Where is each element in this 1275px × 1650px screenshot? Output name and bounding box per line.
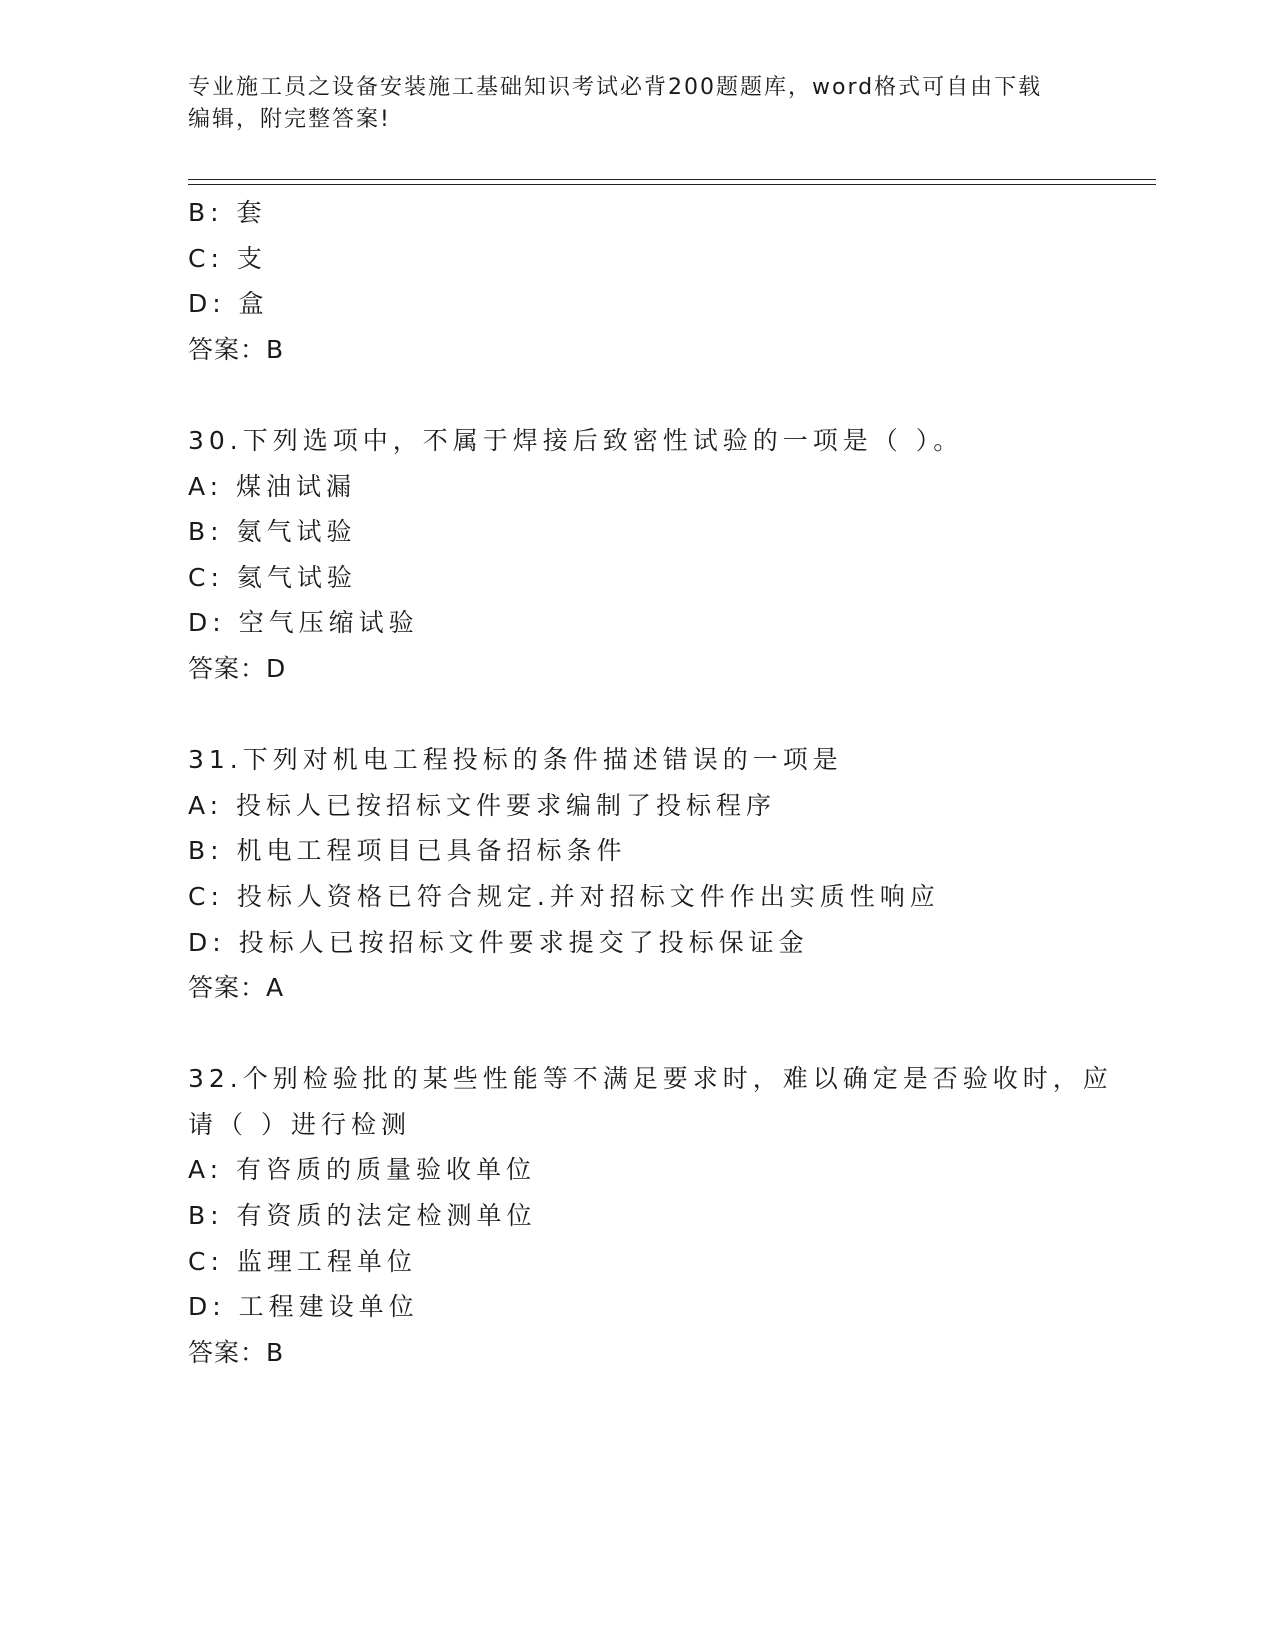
spacer xyxy=(188,372,1148,418)
question-stem: 30.下列选项中，不属于焊接后致密性试验的一项是（ ）。 xyxy=(188,425,964,455)
option-b: B: 机电工程项目已具备招标条件 xyxy=(188,836,627,866)
option-b: B: 有资质的法定检测单位 xyxy=(188,1201,537,1231)
spacer xyxy=(188,1011,1148,1057)
question-list xyxy=(188,190,1148,1375)
option-a: A: 煤油试漏 xyxy=(188,471,357,501)
answer-label: 答案：B xyxy=(188,1337,285,1367)
option-a: A: 投标人已按招标文件要求编制了投标程序 xyxy=(188,790,777,820)
option-c: C: 投标人资格已符合规定.并对招标文件作出实质性响应 xyxy=(188,881,940,911)
answer-label: 答案：A xyxy=(188,973,285,1003)
header-divider-top xyxy=(188,179,1156,180)
option-a: A: 有咨质的质量验收单位 xyxy=(188,1155,537,1185)
question-stem-line-1: 32.个别检验批的某些性能等不满足要求时，难以确定是否验收时，应 xyxy=(188,1064,1113,1094)
option-d: D: 工程建设单位 xyxy=(188,1292,419,1322)
document-header xyxy=(188,72,1088,136)
question-32 xyxy=(188,1056,1148,1375)
header-title-line-1: 专业施工员之设备安装施工基础知识考试必背200题题库，word格式可自由下载 xyxy=(188,75,1043,100)
option-d: D: 投标人已按招标文件要求提交了投标保证金 xyxy=(188,927,809,957)
option-c: C: 氦气试验 xyxy=(188,562,357,592)
question-stem: 31.下列对机电工程投标的条件描述错误的一项是 xyxy=(188,745,843,775)
answer-label: 答案：D xyxy=(188,653,287,683)
question-stem-line-2: 请（ ）进行检测 xyxy=(188,1109,411,1139)
option-d: D: 盒 xyxy=(188,289,269,319)
question-31 xyxy=(188,737,1148,1011)
option-c: C: 支 xyxy=(188,243,267,273)
option-b: B: 套 xyxy=(188,198,267,227)
header-title-line-2: 编辑，附完整答案! xyxy=(188,107,391,132)
question-29-continuation xyxy=(188,190,1148,372)
header-divider-bottom xyxy=(188,184,1156,185)
spacer xyxy=(188,692,1148,738)
answer-label: 答案：B xyxy=(188,334,285,364)
option-d: D: 空气压缩试验 xyxy=(188,608,419,638)
question-30 xyxy=(188,418,1148,692)
option-c: C: 监理工程单位 xyxy=(188,1246,417,1276)
option-b: B: 氨气试验 xyxy=(188,517,357,547)
